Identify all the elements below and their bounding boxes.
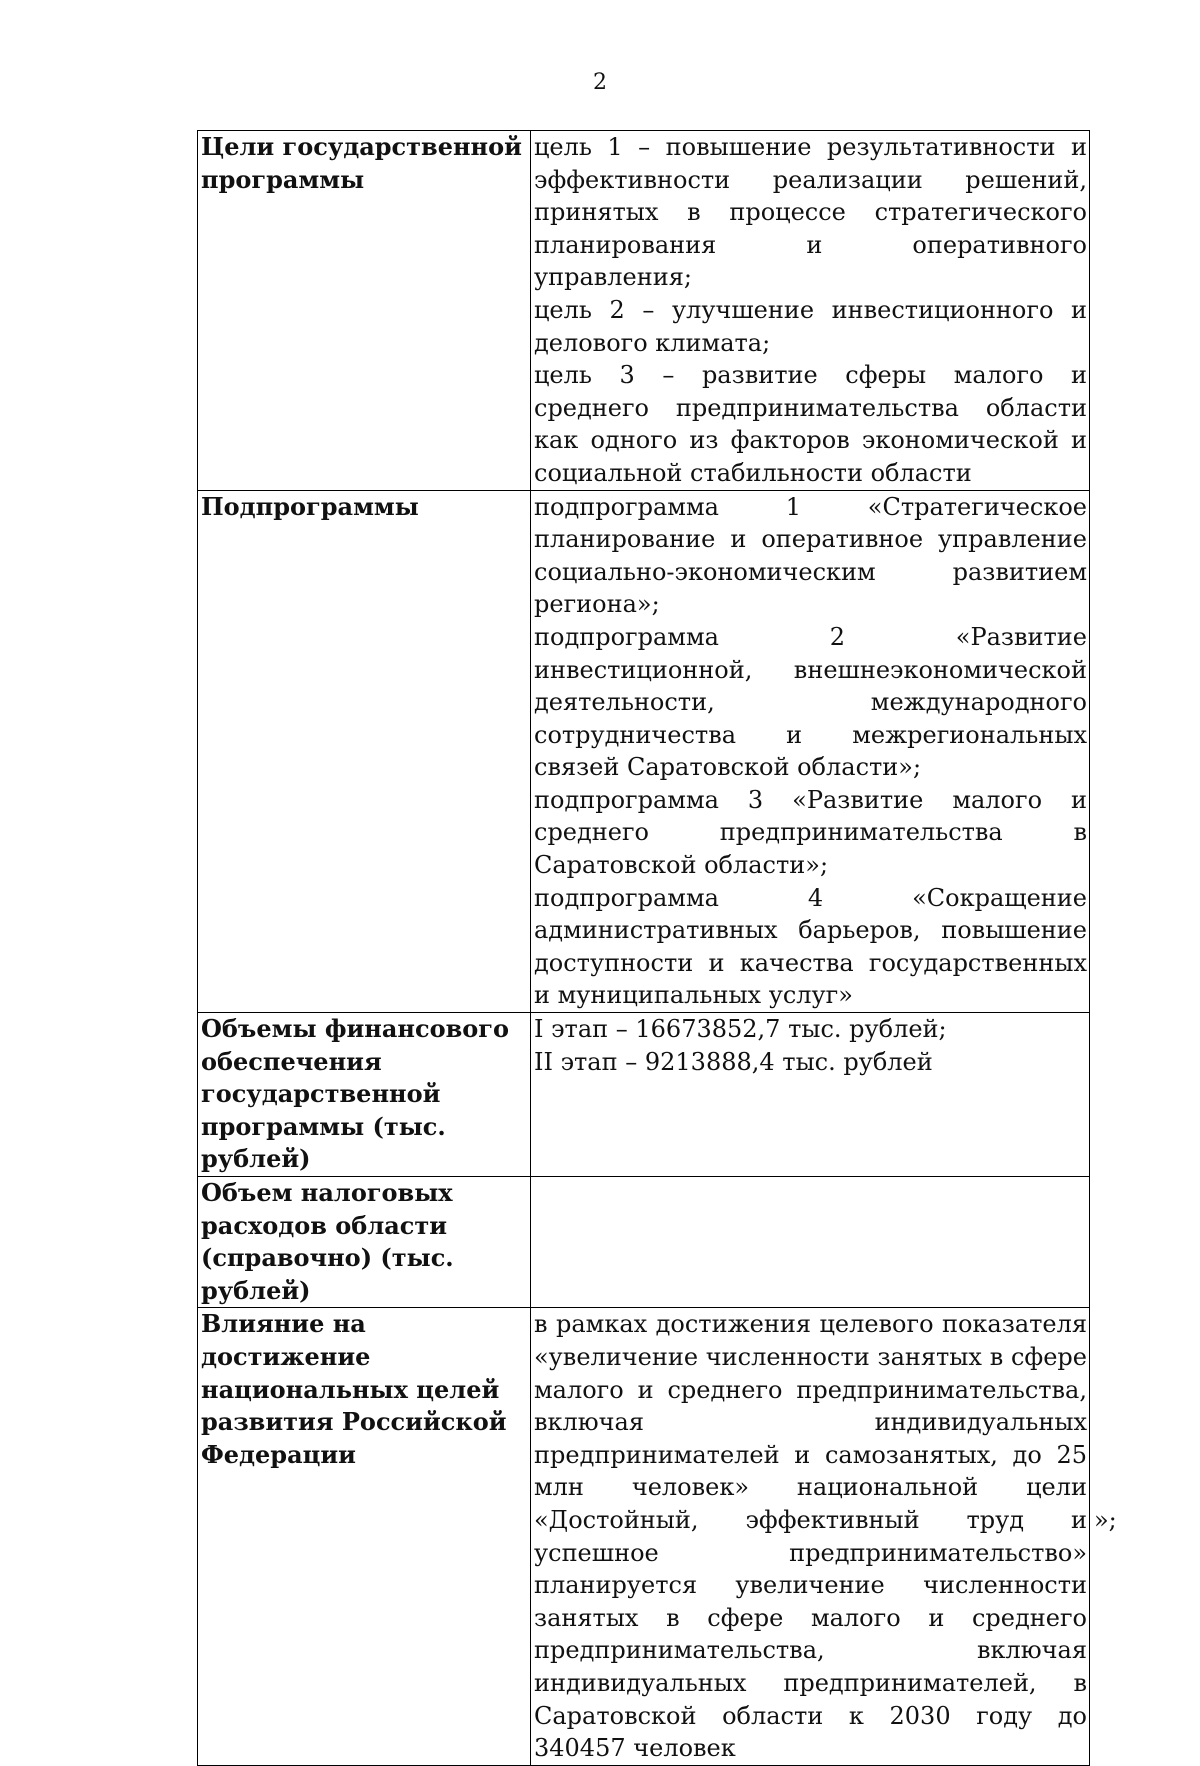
subprogram-4-text: подпрограмма 4 «Сокращение административных барьеров, повышение доступности и качества государственных и муниципальных услуг»	[534, 883, 1087, 1010]
subprogram-2-text: подпрограмма 2 «Развитие инвестиционной, внешнеэкономической деятельности, международного сотрудничества и межрегиональных связей Саратовской области»;	[534, 622, 1087, 782]
row-label-tax-expenses: Объем налоговых расходов области (справочно) (тыс. рублей)	[198, 1177, 531, 1308]
subprogram-3-text: подпрограмма 3 «Развитие малого и среднего предпринимательства в Саратовской области»;	[534, 785, 1087, 880]
goal-2-text: цель 2 – улучшение инвестиционного и делового климата;	[534, 295, 1087, 357]
row-value-finance	[531, 1013, 1090, 1177]
page-number: 2	[593, 70, 607, 95]
row-value-goals	[531, 131, 1090, 491]
table-row-tax-expenses	[198, 1177, 1090, 1308]
goal-3-text: цель 3 – развитие сферы малого и среднего предпринимательства области как одного из факторов экономической и социальной стабильности области	[534, 361, 1087, 487]
row-label-goals: Цели государственной программы	[198, 131, 531, 491]
subprogram-1-text: подпрограмма 1 «Стратегическое планирование и оперативное управление социально-экономическим развитием региона»;	[534, 492, 1087, 619]
program-passport-table	[197, 130, 1090, 1766]
row-label-national-goals: Влияние на достижение национальных целей развития Российской Федерации	[198, 1308, 531, 1765]
row-label-finance: Объемы финансового обеспечения государственной программы (тыс. рублей)	[198, 1013, 531, 1177]
table-row-finance	[198, 1013, 1090, 1177]
row-value-tax-expenses	[531, 1177, 1090, 1308]
finance-stage-2-text: II этап – 9213888,4 тыс. рублей	[534, 1047, 933, 1076]
row-label-subprograms: Подпрограммы	[198, 490, 531, 1013]
closing-quote-mark: »;	[1094, 1506, 1117, 1534]
goal-1-text: цель 1 – повышение результативности и эффективности реализации решений, принятых в процессе стратегического планирования и оперативного управления;	[534, 133, 1087, 292]
national-goals-text: в рамках достижения целевого показателя «увеличение численности занятых в сфере малого и среднего предпринимательства, включая индивидуальных предпринимателей и самозанятых, до 25 млн человек» национальной цели «Достойный, эффективный труд и успешное предпринимательство» планируется увеличение численности занятых в сфере малого и среднего предпринимательства, включая индивидуальных предпринимателей, в Саратовской области к 2030 году до 340457 человек	[534, 1310, 1087, 1763]
table-row-subprograms	[198, 490, 1090, 1013]
row-value-subprograms	[531, 490, 1090, 1013]
finance-stage-1-text: I этап – 16673852,7 тыс. рублей;	[534, 1015, 947, 1044]
table-row-goals	[198, 131, 1090, 491]
